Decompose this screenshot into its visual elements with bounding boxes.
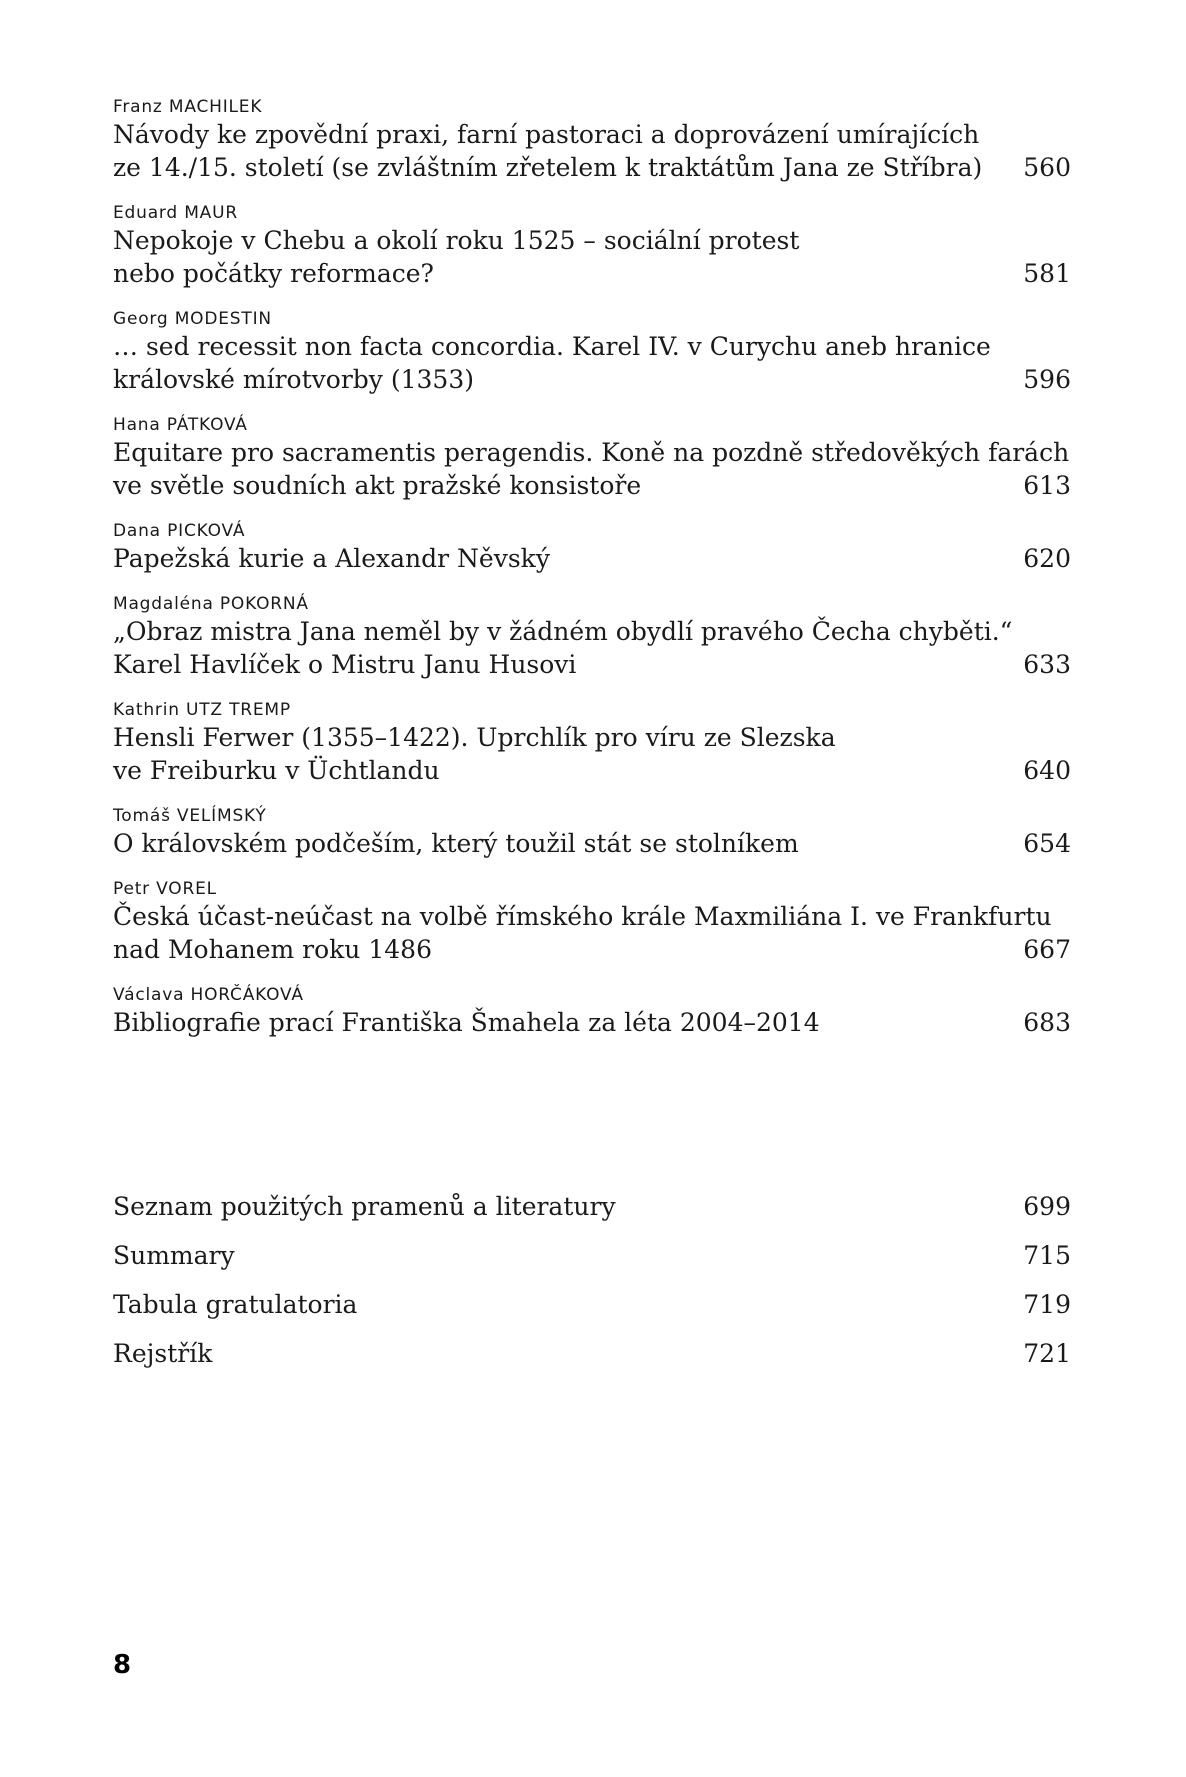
entry-title-line: Návody ke zpovědní praxi, farní pastoraci a doprovázení umírajících (113, 120, 980, 149)
entry-title-line: O královském podčeším, který toužil stát se stolníkem (113, 829, 799, 858)
entry-author: Kathrin UTZ TREMP (113, 700, 291, 720)
entry-author: Magdaléna POKORNÁ (113, 594, 309, 614)
entry-title-line: „Obraz mistra Jana neměl by v žádném obydlí pravého Čecha chyběti.“ (113, 617, 1013, 646)
entry-author: Franz MACHILEK (113, 97, 263, 117)
entry-title-row (113, 330, 1071, 396)
entry-title-line: ve Freiburku v Üchtlandu (113, 756, 440, 785)
entry-author: Dana PICKOVÁ (113, 521, 246, 541)
entry-page-number: 596 (1023, 365, 1071, 394)
back-matter-title: Tabula gratulatoria (113, 1290, 358, 1319)
toc-entry (113, 984, 1071, 1039)
back-matter-title: Rejstřík (113, 1339, 213, 1368)
entry-page-number: 654 (1023, 829, 1071, 858)
entry-page-number: 640 (1023, 756, 1071, 785)
entry-title (113, 224, 993, 290)
back-matter-title: Seznam použitých pramenů a literatury (113, 1192, 616, 1221)
entry-title-line: Nepokoje v Chebu a okolí roku 1525 – sociální protest (113, 226, 800, 255)
entry-title-row (113, 436, 1071, 502)
page-number: 8 (113, 1650, 132, 1680)
entry-title-row (113, 1006, 1071, 1039)
toc-entry (113, 593, 1071, 681)
entry-page-number: 683 (1023, 1008, 1071, 1037)
back-matter-list (113, 1190, 1071, 1386)
back-matter-item (113, 1239, 1071, 1272)
table-of-contents (113, 96, 1071, 1057)
toc-entry (113, 699, 1071, 787)
entry-title-line: Papežská kurie a Alexandr Něvský (113, 544, 550, 573)
entry-title (113, 118, 993, 184)
entry-title-line: ze 14./15. století (se zvláštním zřetelem k traktátům Jana ze Stříbra) (113, 153, 983, 182)
entry-title (113, 615, 1013, 681)
entry-title-line: Equitare pro sacramentis peragendis. Koně na pozdně středověkých farách (113, 438, 1070, 467)
entry-title-line: … sed recessit non facta concordia. Karel IV. v Curychu aneb hranice (113, 332, 991, 361)
entry-title-row (113, 827, 1071, 860)
entry-title-row (113, 721, 1071, 787)
toc-entry (113, 414, 1071, 502)
entry-title-line: nebo počátky reformace? (113, 259, 434, 288)
entry-author: Václava HORČÁKOVÁ (113, 985, 304, 1005)
back-matter-title: Summary (113, 1241, 235, 1270)
entry-title-line: nad Mohanem roku 1486 (113, 935, 432, 964)
entry-title-line: Česká účast-neúčast na volbě římského krále Maxmiliána I. ve Frankfurtu (113, 902, 1052, 931)
entry-title (113, 542, 993, 575)
entry-title (113, 330, 993, 396)
toc-entry (113, 202, 1071, 290)
entry-title-row (113, 118, 1071, 184)
entry-page-number: 581 (1023, 259, 1071, 288)
entry-title-row (113, 615, 1071, 681)
back-matter-page-number: 715 (1023, 1241, 1071, 1270)
entry-page-number: 613 (1023, 471, 1071, 500)
toc-entry (113, 878, 1071, 966)
back-matter-page-number: 719 (1023, 1290, 1071, 1319)
entry-title (113, 721, 993, 787)
back-matter-item (113, 1288, 1071, 1321)
entry-page-number: 633 (1023, 650, 1071, 679)
entry-author: Eduard MAUR (113, 203, 238, 223)
entry-title-line: Karel Havlíček o Mistru Janu Husovi (113, 650, 577, 679)
entry-page-number: 620 (1023, 544, 1071, 573)
entry-title-line: Hensli Ferwer (1355–1422). Uprchlík pro víru ze Slezska (113, 723, 836, 752)
entry-author: Hana PÁTKOVÁ (113, 415, 248, 435)
entry-page-number: 667 (1023, 935, 1071, 964)
toc-entry (113, 520, 1071, 575)
entry-title-line: královské mírotvorby (1353) (113, 365, 474, 394)
back-matter-page-number: 699 (1023, 1192, 1071, 1221)
back-matter-page-number: 721 (1023, 1339, 1071, 1368)
entry-author: Tomáš VELÍMSKÝ (113, 806, 267, 826)
toc-entry (113, 805, 1071, 860)
toc-entry (113, 96, 1071, 184)
entry-title-line: Bibliografie prací Františka Šmahela za léta 2004–2014 (113, 1008, 820, 1037)
entry-title-row (113, 224, 1071, 290)
toc-entry (113, 308, 1071, 396)
back-matter-item (113, 1337, 1071, 1370)
entry-author: Georg MODESTIN (113, 309, 272, 329)
entry-title-row (113, 900, 1071, 966)
entry-title-line: ve světle soudních akt pražské konsistoře (113, 471, 642, 500)
entry-title (113, 827, 993, 860)
entry-title (113, 1006, 993, 1039)
entry-author: Petr VOREL (113, 879, 217, 899)
back-matter-item (113, 1190, 1071, 1223)
entry-page-number: 560 (1023, 153, 1071, 182)
entry-title-row (113, 542, 1071, 575)
